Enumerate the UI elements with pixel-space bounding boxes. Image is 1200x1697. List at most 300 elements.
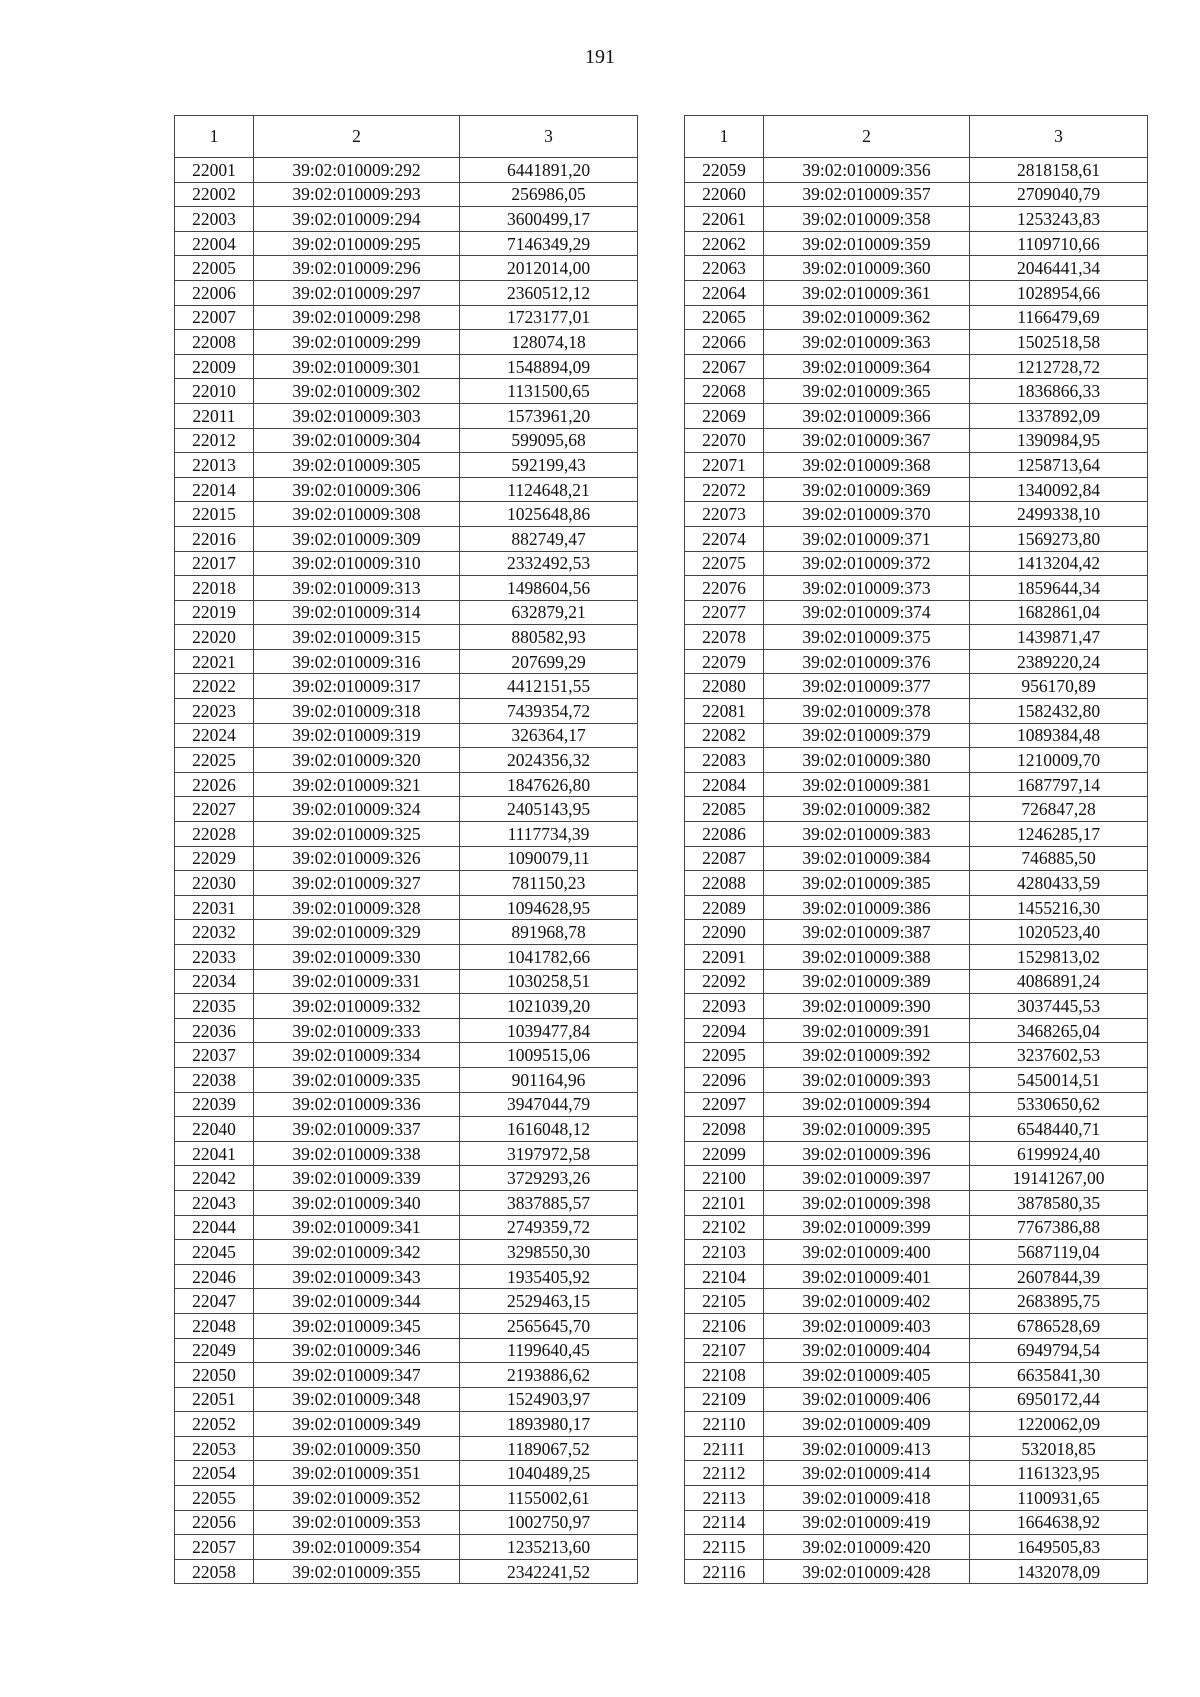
row-number-cell: 22076 <box>685 576 764 601</box>
column-header-number: 1 <box>685 116 764 158</box>
cadastral-number-cell: 39:02:010009:330 <box>254 945 460 970</box>
cadastral-number-cell: 39:02:010009:306 <box>254 477 460 502</box>
table-row <box>175 1363 638 1388</box>
row-number-cell: 22048 <box>175 1313 254 1338</box>
row-number-cell: 22023 <box>175 699 254 724</box>
row-number-cell: 22080 <box>685 674 764 699</box>
row-number-cell: 22001 <box>175 158 254 183</box>
table-row <box>175 871 638 896</box>
row-number-cell: 22102 <box>685 1215 764 1240</box>
row-number-cell: 22015 <box>175 502 254 527</box>
value-cell: 3237602,53 <box>970 1043 1148 1068</box>
table-row <box>175 699 638 724</box>
cadastral-number-cell: 39:02:010009:420 <box>764 1535 970 1560</box>
table-row <box>175 1264 638 1289</box>
value-cell: 2607844,39 <box>970 1264 1148 1289</box>
table-row <box>685 1117 1148 1142</box>
table-row <box>685 846 1148 871</box>
value-cell: 1039477,84 <box>460 1018 638 1043</box>
cadastral-number-cell: 39:02:010009:405 <box>764 1363 970 1388</box>
cadastral-number-cell: 39:02:010009:364 <box>764 354 970 379</box>
value-cell: 1548894,09 <box>460 354 638 379</box>
table-row <box>175 846 638 871</box>
row-number-cell: 22005 <box>175 256 254 281</box>
cadastral-number-cell: 39:02:010009:333 <box>254 1018 460 1043</box>
table-row <box>175 1387 638 1412</box>
row-number-cell: 22026 <box>175 772 254 797</box>
value-cell: 1166479,69 <box>970 305 1148 330</box>
table-row <box>685 1510 1148 1535</box>
table-row <box>175 772 638 797</box>
table-row <box>685 1412 1148 1437</box>
row-number-cell: 22011 <box>175 403 254 428</box>
table-row <box>685 502 1148 527</box>
value-cell: 1573961,20 <box>460 403 638 428</box>
value-cell: 3878580,35 <box>970 1190 1148 1215</box>
table-row <box>685 182 1148 207</box>
table-row <box>175 649 638 674</box>
value-cell: 2360512,12 <box>460 280 638 305</box>
table-row <box>685 403 1148 428</box>
row-number-cell: 22053 <box>175 1436 254 1461</box>
row-number-cell: 22024 <box>175 723 254 748</box>
row-number-cell: 22040 <box>175 1117 254 1142</box>
cadastral-number-cell: 39:02:010009:334 <box>254 1043 460 1068</box>
row-number-cell: 22009 <box>175 354 254 379</box>
cadastral-number-cell: 39:02:010009:297 <box>254 280 460 305</box>
cadastral-number-cell: 39:02:010009:343 <box>254 1264 460 1289</box>
table-row <box>685 1141 1148 1166</box>
row-number-cell: 22090 <box>685 920 764 945</box>
row-number-cell: 22074 <box>685 526 764 551</box>
cadastral-number-cell: 39:02:010009:332 <box>254 994 460 1019</box>
cadastral-number-cell: 39:02:010009:327 <box>254 871 460 896</box>
row-number-cell: 22066 <box>685 330 764 355</box>
value-cell: 5450014,51 <box>970 1067 1148 1092</box>
cadastral-number-cell: 39:02:010009:316 <box>254 649 460 674</box>
row-number-cell: 22073 <box>685 502 764 527</box>
row-number-cell: 22013 <box>175 453 254 478</box>
table-row <box>685 1289 1148 1314</box>
cadastral-number-cell: 39:02:010009:313 <box>254 576 460 601</box>
value-cell: 1161323,95 <box>970 1461 1148 1486</box>
value-cell: 1090079,11 <box>460 846 638 871</box>
table-row <box>685 1363 1148 1388</box>
cadastral-number-cell: 39:02:010009:353 <box>254 1510 460 1535</box>
cadastral-number-cell: 39:02:010009:337 <box>254 1117 460 1142</box>
row-number-cell: 22021 <box>175 649 254 674</box>
row-number-cell: 22052 <box>175 1412 254 1437</box>
cadastral-number-cell: 39:02:010009:298 <box>254 305 460 330</box>
cadastral-number-cell: 39:02:010009:403 <box>764 1313 970 1338</box>
column-header-value: 3 <box>970 116 1148 158</box>
row-number-cell: 22106 <box>685 1313 764 1338</box>
value-cell: 1155002,61 <box>460 1486 638 1511</box>
value-cell: 1253243,83 <box>970 207 1148 232</box>
cadastral-number-cell: 39:02:010009:315 <box>254 625 460 650</box>
cadastral-number-cell: 39:02:010009:362 <box>764 305 970 330</box>
row-number-cell: 22101 <box>685 1190 764 1215</box>
table-row <box>685 1215 1148 1240</box>
value-cell: 5330650,62 <box>970 1092 1148 1117</box>
cadastral-number-cell: 39:02:010009:387 <box>764 920 970 945</box>
cadastral-number-cell: 39:02:010009:390 <box>764 994 970 1019</box>
cadastral-number-cell: 39:02:010009:391 <box>764 1018 970 1043</box>
value-cell: 1582432,80 <box>970 699 1148 724</box>
row-number-cell: 22037 <box>175 1043 254 1068</box>
table-row <box>685 748 1148 773</box>
table-row <box>685 1535 1148 1560</box>
table-row <box>175 305 638 330</box>
value-cell: 1836866,33 <box>970 379 1148 404</box>
cadastral-number-cell: 39:02:010009:382 <box>764 797 970 822</box>
cadastral-number-cell: 39:02:010009:354 <box>254 1535 460 1560</box>
value-cell: 1390984,95 <box>970 428 1148 453</box>
cadastral-number-cell: 39:02:010009:409 <box>764 1412 970 1437</box>
table-row <box>175 600 638 625</box>
cadastral-number-cell: 39:02:010009:395 <box>764 1117 970 1142</box>
row-number-cell: 22020 <box>175 625 254 650</box>
table-row <box>685 723 1148 748</box>
table-row <box>175 1141 638 1166</box>
cadastral-number-cell: 39:02:010009:309 <box>254 526 460 551</box>
row-number-cell: 22016 <box>175 526 254 551</box>
value-cell: 7439354,72 <box>460 699 638 724</box>
table-row <box>175 723 638 748</box>
table-row <box>685 1190 1148 1215</box>
value-cell: 2565645,70 <box>460 1313 638 1338</box>
row-number-cell: 22115 <box>685 1535 764 1560</box>
row-number-cell: 22061 <box>685 207 764 232</box>
value-cell: 1089384,48 <box>970 723 1148 748</box>
row-number-cell: 22089 <box>685 895 764 920</box>
row-number-cell: 22057 <box>175 1535 254 1560</box>
row-number-cell: 22008 <box>175 330 254 355</box>
cadastral-number-cell: 39:02:010009:352 <box>254 1486 460 1511</box>
value-cell: 19141267,00 <box>970 1166 1148 1191</box>
row-number-cell: 22060 <box>685 182 764 207</box>
table-row <box>175 207 638 232</box>
table-row <box>685 822 1148 847</box>
value-cell: 1687797,14 <box>970 772 1148 797</box>
value-cell: 1021039,20 <box>460 994 638 1019</box>
value-cell: 4280433,59 <box>970 871 1148 896</box>
row-number-cell: 22067 <box>685 354 764 379</box>
row-number-cell: 22036 <box>175 1018 254 1043</box>
row-number-cell: 22044 <box>175 1215 254 1240</box>
value-cell: 2342241,52 <box>460 1559 638 1584</box>
value-cell: 7767386,88 <box>970 1215 1148 1240</box>
row-number-cell: 22110 <box>685 1412 764 1437</box>
table-row <box>175 1412 638 1437</box>
cadastral-number-cell: 39:02:010009:379 <box>764 723 970 748</box>
value-cell: 2499338,10 <box>970 502 1148 527</box>
value-cell: 1020523,40 <box>970 920 1148 945</box>
row-number-cell: 22111 <box>685 1436 764 1461</box>
row-number-cell: 22002 <box>175 182 254 207</box>
value-cell: 3298550,30 <box>460 1240 638 1265</box>
data-table-left <box>174 115 638 1584</box>
row-number-cell: 22054 <box>175 1461 254 1486</box>
table-row <box>685 305 1148 330</box>
row-number-cell: 22091 <box>685 945 764 970</box>
value-cell: 2046441,34 <box>970 256 1148 281</box>
table-row <box>685 1486 1148 1511</box>
table-row <box>685 428 1148 453</box>
table-row <box>685 1067 1148 1092</box>
value-cell: 2818158,61 <box>970 158 1148 183</box>
value-cell: 1009515,06 <box>460 1043 638 1068</box>
row-number-cell: 22033 <box>175 945 254 970</box>
row-number-cell: 22096 <box>685 1067 764 1092</box>
table-row <box>175 1535 638 1560</box>
value-cell: 1028954,66 <box>970 280 1148 305</box>
row-number-cell: 22030 <box>175 871 254 896</box>
cadastral-number-cell: 39:02:010009:360 <box>764 256 970 281</box>
row-number-cell: 22028 <box>175 822 254 847</box>
value-cell: 6548440,71 <box>970 1117 1148 1142</box>
value-cell: 1030258,51 <box>460 969 638 994</box>
cadastral-number-cell: 39:02:010009:370 <box>764 502 970 527</box>
row-number-cell: 22029 <box>175 846 254 871</box>
value-cell: 6950172,44 <box>970 1387 1148 1412</box>
table-row <box>175 280 638 305</box>
value-cell: 746885,50 <box>970 846 1148 871</box>
table-row <box>175 1289 638 1314</box>
table-row <box>175 1190 638 1215</box>
value-cell: 880582,93 <box>460 625 638 650</box>
row-number-cell: 22043 <box>175 1190 254 1215</box>
cadastral-number-cell: 39:02:010009:357 <box>764 182 970 207</box>
cadastral-number-cell: 39:02:010009:350 <box>254 1436 460 1461</box>
table-header-row <box>175 116 638 158</box>
table-row <box>175 748 638 773</box>
cadastral-number-cell: 39:02:010009:331 <box>254 969 460 994</box>
row-number-cell: 22092 <box>685 969 764 994</box>
cadastral-number-cell: 39:02:010009:378 <box>764 699 970 724</box>
table-row <box>685 379 1148 404</box>
cadastral-number-cell: 39:02:010009:402 <box>764 1289 970 1314</box>
cadastral-number-cell: 39:02:010009:380 <box>764 748 970 773</box>
cadastral-number-cell: 39:02:010009:335 <box>254 1067 460 1092</box>
value-cell: 956170,89 <box>970 674 1148 699</box>
cadastral-number-cell: 39:02:010009:348 <box>254 1387 460 1412</box>
row-number-cell: 22063 <box>685 256 764 281</box>
cadastral-number-cell: 39:02:010009:356 <box>764 158 970 183</box>
table-row <box>175 256 638 281</box>
table-row <box>685 969 1148 994</box>
cadastral-number-cell: 39:02:010009:320 <box>254 748 460 773</box>
table-row <box>175 477 638 502</box>
cadastral-number-cell: 39:02:010009:349 <box>254 1412 460 1437</box>
table-row <box>685 871 1148 896</box>
table-row <box>685 699 1148 724</box>
row-number-cell: 22046 <box>175 1264 254 1289</box>
row-number-cell: 22087 <box>685 846 764 871</box>
cadastral-number-cell: 39:02:010009:308 <box>254 502 460 527</box>
row-number-cell: 22003 <box>175 207 254 232</box>
value-cell: 1235213,60 <box>460 1535 638 1560</box>
value-cell: 4412151,55 <box>460 674 638 699</box>
row-number-cell: 22094 <box>685 1018 764 1043</box>
table-row <box>685 920 1148 945</box>
row-number-cell: 22006 <box>175 280 254 305</box>
row-number-cell: 22113 <box>685 1486 764 1511</box>
row-number-cell: 22105 <box>685 1289 764 1314</box>
value-cell: 1220062,09 <box>970 1412 1148 1437</box>
row-number-cell: 22086 <box>685 822 764 847</box>
cadastral-number-cell: 39:02:010009:344 <box>254 1289 460 1314</box>
table-row <box>175 231 638 256</box>
value-cell: 1664638,92 <box>970 1510 1148 1535</box>
table-row <box>685 1043 1148 1068</box>
table-row <box>175 379 638 404</box>
cadastral-number-cell: 39:02:010009:339 <box>254 1166 460 1191</box>
cadastral-number-cell: 39:02:010009:366 <box>764 403 970 428</box>
value-cell: 1682861,04 <box>970 600 1148 625</box>
cadastral-number-cell: 39:02:010009:294 <box>254 207 460 232</box>
row-number-cell: 22022 <box>175 674 254 699</box>
table-row <box>175 945 638 970</box>
row-number-cell: 22109 <box>685 1387 764 1412</box>
cadastral-number-cell: 39:02:010009:319 <box>254 723 460 748</box>
row-number-cell: 22058 <box>175 1559 254 1584</box>
cadastral-number-cell: 39:02:010009:398 <box>764 1190 970 1215</box>
row-number-cell: 22112 <box>685 1461 764 1486</box>
cadastral-number-cell: 39:02:010009:418 <box>764 1486 970 1511</box>
value-cell: 1040489,25 <box>460 1461 638 1486</box>
table-row <box>175 1313 638 1338</box>
table-row <box>175 403 638 428</box>
value-cell: 1131500,65 <box>460 379 638 404</box>
value-cell: 592199,43 <box>460 453 638 478</box>
value-cell: 6635841,30 <box>970 1363 1148 1388</box>
value-cell: 1723177,01 <box>460 305 638 330</box>
value-cell: 1117734,39 <box>460 822 638 847</box>
table-row <box>175 1240 638 1265</box>
cadastral-number-cell: 39:02:010009:324 <box>254 797 460 822</box>
row-number-cell: 22098 <box>685 1117 764 1142</box>
table-row <box>685 649 1148 674</box>
row-number-cell: 22018 <box>175 576 254 601</box>
table-row <box>685 330 1148 355</box>
value-cell: 207699,29 <box>460 649 638 674</box>
value-cell: 3197972,58 <box>460 1141 638 1166</box>
row-number-cell: 22039 <box>175 1092 254 1117</box>
table-row <box>175 969 638 994</box>
value-cell: 128074,18 <box>460 330 638 355</box>
table-row <box>685 994 1148 1019</box>
table-row <box>685 526 1148 551</box>
cadastral-number-cell: 39:02:010009:404 <box>764 1338 970 1363</box>
value-cell: 1502518,58 <box>970 330 1148 355</box>
row-number-cell: 22059 <box>685 158 764 183</box>
table-row <box>685 256 1148 281</box>
table-row <box>685 1092 1148 1117</box>
cadastral-number-cell: 39:02:010009:377 <box>764 674 970 699</box>
row-number-cell: 22100 <box>685 1166 764 1191</box>
row-number-cell: 22081 <box>685 699 764 724</box>
value-cell: 726847,28 <box>970 797 1148 822</box>
page-number: 191 <box>585 46 615 68</box>
cadastral-number-cell: 39:02:010009:314 <box>254 600 460 625</box>
value-cell: 599095,68 <box>460 428 638 453</box>
row-number-cell: 22114 <box>685 1510 764 1535</box>
value-cell: 1498604,56 <box>460 576 638 601</box>
row-number-cell: 22042 <box>175 1166 254 1191</box>
table-row <box>175 354 638 379</box>
table-body-right <box>685 158 1148 1584</box>
cadastral-number-cell: 39:02:010009:317 <box>254 674 460 699</box>
row-number-cell: 22027 <box>175 797 254 822</box>
row-number-cell: 22012 <box>175 428 254 453</box>
cadastral-number-cell: 39:02:010009:385 <box>764 871 970 896</box>
cadastral-number-cell: 39:02:010009:340 <box>254 1190 460 1215</box>
table-row <box>685 945 1148 970</box>
table-row <box>175 1117 638 1142</box>
cadastral-number-cell: 39:02:010009:299 <box>254 330 460 355</box>
value-cell: 6199924,40 <box>970 1141 1148 1166</box>
table-row <box>685 1559 1148 1584</box>
value-cell: 901164,96 <box>460 1067 638 1092</box>
cadastral-number-cell: 39:02:010009:397 <box>764 1166 970 1191</box>
value-cell: 1893980,17 <box>460 1412 638 1437</box>
cadastral-number-cell: 39:02:010009:346 <box>254 1338 460 1363</box>
table-row <box>175 1486 638 1511</box>
table-row <box>685 158 1148 183</box>
row-number-cell: 22103 <box>685 1240 764 1265</box>
cadastral-number-cell: 39:02:010009:321 <box>254 772 460 797</box>
row-number-cell: 22062 <box>685 231 764 256</box>
cadastral-number-cell: 39:02:010009:325 <box>254 822 460 847</box>
value-cell: 1199640,45 <box>460 1338 638 1363</box>
value-cell: 256986,05 <box>460 182 638 207</box>
value-cell: 2193886,62 <box>460 1363 638 1388</box>
table-row <box>685 280 1148 305</box>
cadastral-number-cell: 39:02:010009:368 <box>764 453 970 478</box>
row-number-cell: 22049 <box>175 1338 254 1363</box>
cadastral-number-cell: 39:02:010009:400 <box>764 1240 970 1265</box>
value-cell: 781150,23 <box>460 871 638 896</box>
table-row <box>175 895 638 920</box>
table-row <box>175 428 638 453</box>
value-cell: 1246285,17 <box>970 822 1148 847</box>
table-row <box>175 1338 638 1363</box>
row-number-cell: 22075 <box>685 551 764 576</box>
cadastral-number-cell: 39:02:010009:355 <box>254 1559 460 1584</box>
table-row <box>685 1436 1148 1461</box>
table-row <box>685 625 1148 650</box>
row-number-cell: 22056 <box>175 1510 254 1535</box>
row-number-cell: 22010 <box>175 379 254 404</box>
value-cell: 7146349,29 <box>460 231 638 256</box>
table-row <box>175 1436 638 1461</box>
row-number-cell: 22077 <box>685 600 764 625</box>
column-header-number: 1 <box>175 116 254 158</box>
value-cell: 1847626,80 <box>460 772 638 797</box>
value-cell: 882749,47 <box>460 526 638 551</box>
value-cell: 1189067,52 <box>460 1436 638 1461</box>
value-cell: 3837885,57 <box>460 1190 638 1215</box>
table-row <box>175 1018 638 1043</box>
table-row <box>175 453 638 478</box>
value-cell: 1340092,84 <box>970 477 1148 502</box>
row-number-cell: 22093 <box>685 994 764 1019</box>
value-cell: 6949794,54 <box>970 1338 1148 1363</box>
value-cell: 1041782,66 <box>460 945 638 970</box>
cadastral-number-cell: 39:02:010009:302 <box>254 379 460 404</box>
cadastral-number-cell: 39:02:010009:318 <box>254 699 460 724</box>
